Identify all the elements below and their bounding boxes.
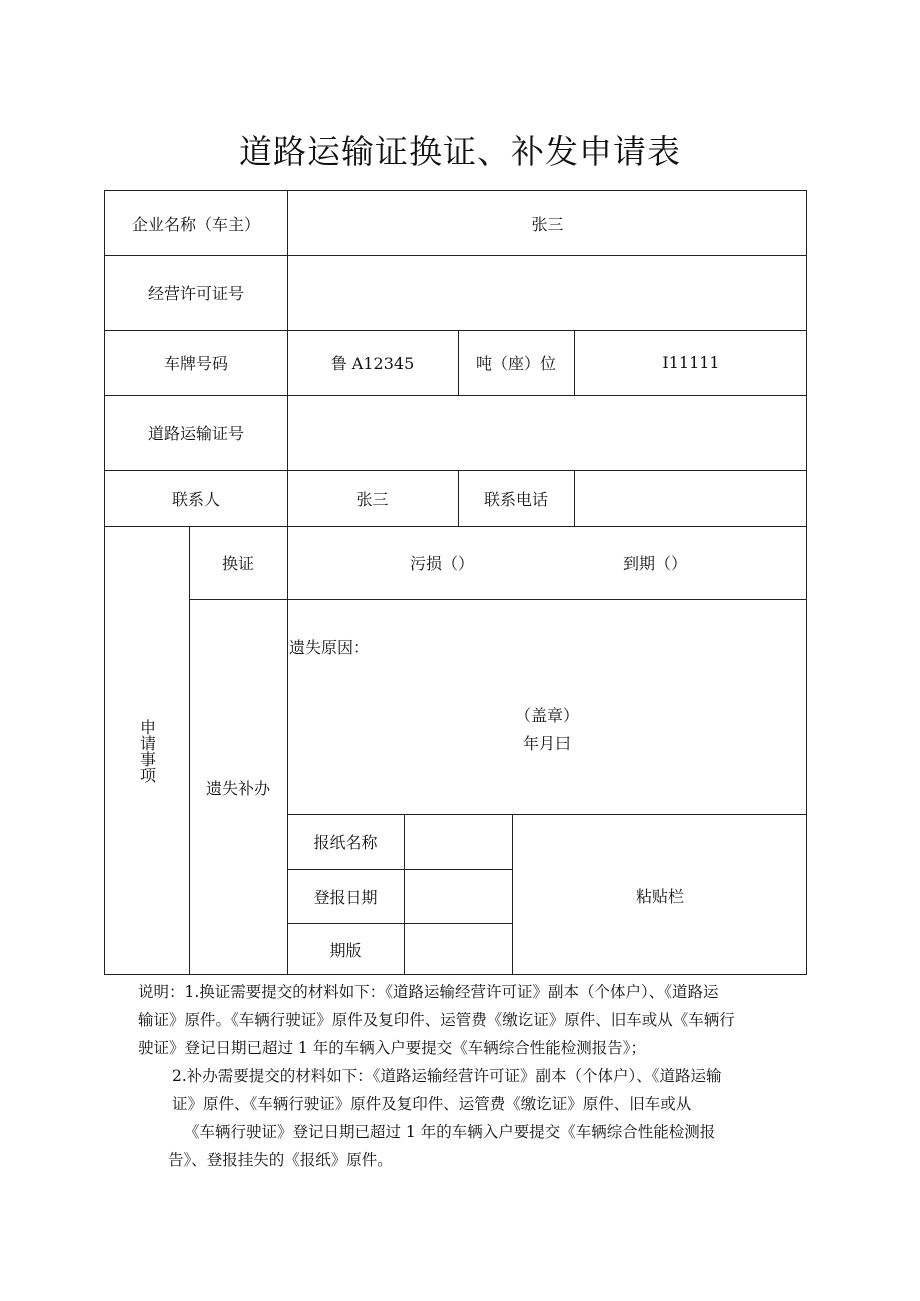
- note-line: 2.补办需要提交的材料如下：《道路运输经营许可证》副本（个体户）、《道路运输: [172, 1067, 722, 1085]
- note-line: 告》、登报挂失的《报纸》原件。: [168, 1151, 393, 1169]
- renew-option-damaged[interactable]: 污损（）: [409, 554, 474, 573]
- tonnage-value[interactable]: I11111: [662, 353, 720, 372]
- notes-section: [104, 978, 816, 1174]
- plate-value[interactable]: 鲁 A12345: [330, 354, 415, 373]
- phone-label: 联系电话: [483, 489, 548, 509]
- renew-option-expired[interactable]: 到期（）: [622, 554, 687, 573]
- note-line: 驶证》登记日期已超过 1 年的车辆入户要提交《车辆综合性能检测报告》；: [138, 1039, 646, 1057]
- date-label: 年月曰: [522, 733, 571, 753]
- note-line: 输证》原件。《车辆行驶证》原件及复印件、运管费《缴讫证》原件、旧车或从《车辆行: [138, 1011, 735, 1029]
- note-line: 证》原件、《车辆行驶证》原件及复印件、运管费《缴讫证》原件、旧车或从: [172, 1095, 692, 1113]
- paste-area: 粘贴栏: [635, 886, 684, 906]
- license-label: 经营许可证号: [147, 284, 244, 303]
- contact-label: 联系人: [171, 489, 220, 509]
- issue-value[interactable]: [404, 923, 512, 976]
- publish-date-label: 登报日期: [313, 887, 378, 907]
- transport-cert-value[interactable]: [287, 395, 808, 470]
- tonnage-label: 吨（座）位: [475, 354, 556, 373]
- contact-value[interactable]: 张三: [356, 489, 389, 509]
- application-form: [104, 190, 807, 975]
- renew-label: 换证: [221, 554, 254, 573]
- publish-date-value[interactable]: [404, 869, 512, 923]
- newspaper-name-label: 报纸名称: [313, 833, 378, 852]
- transport-cert-label: 道路运输证号: [147, 424, 244, 443]
- issue-label: 期版: [329, 941, 362, 960]
- newspaper-name-value[interactable]: [404, 814, 512, 869]
- phone-value[interactable]: [574, 470, 808, 526]
- company-label: 企业名称（车主）: [131, 214, 260, 234]
- plate-label: 车牌号码: [163, 354, 228, 373]
- company-value[interactable]: 张三: [531, 214, 564, 234]
- note-line: 说明：1.换证需要提交的材料如下：《道路运输经营许可证》副本（个体户）、《道路运: [138, 983, 719, 1001]
- apply-items-label: 申请事项: [137, 719, 157, 783]
- license-value[interactable]: [287, 255, 808, 330]
- lost-label: 遗失补办: [205, 779, 270, 798]
- lost-reason-label: 遗失原因：: [289, 637, 370, 657]
- note-line: 《车辆行驶证》登记日期已超过 1 年的车辆入户要提交《车辆综合性能检测报: [184, 1123, 716, 1141]
- seal-label: （盖章）: [514, 705, 579, 725]
- page-title: 道路运输证换证、补发申请表: [239, 132, 681, 171]
